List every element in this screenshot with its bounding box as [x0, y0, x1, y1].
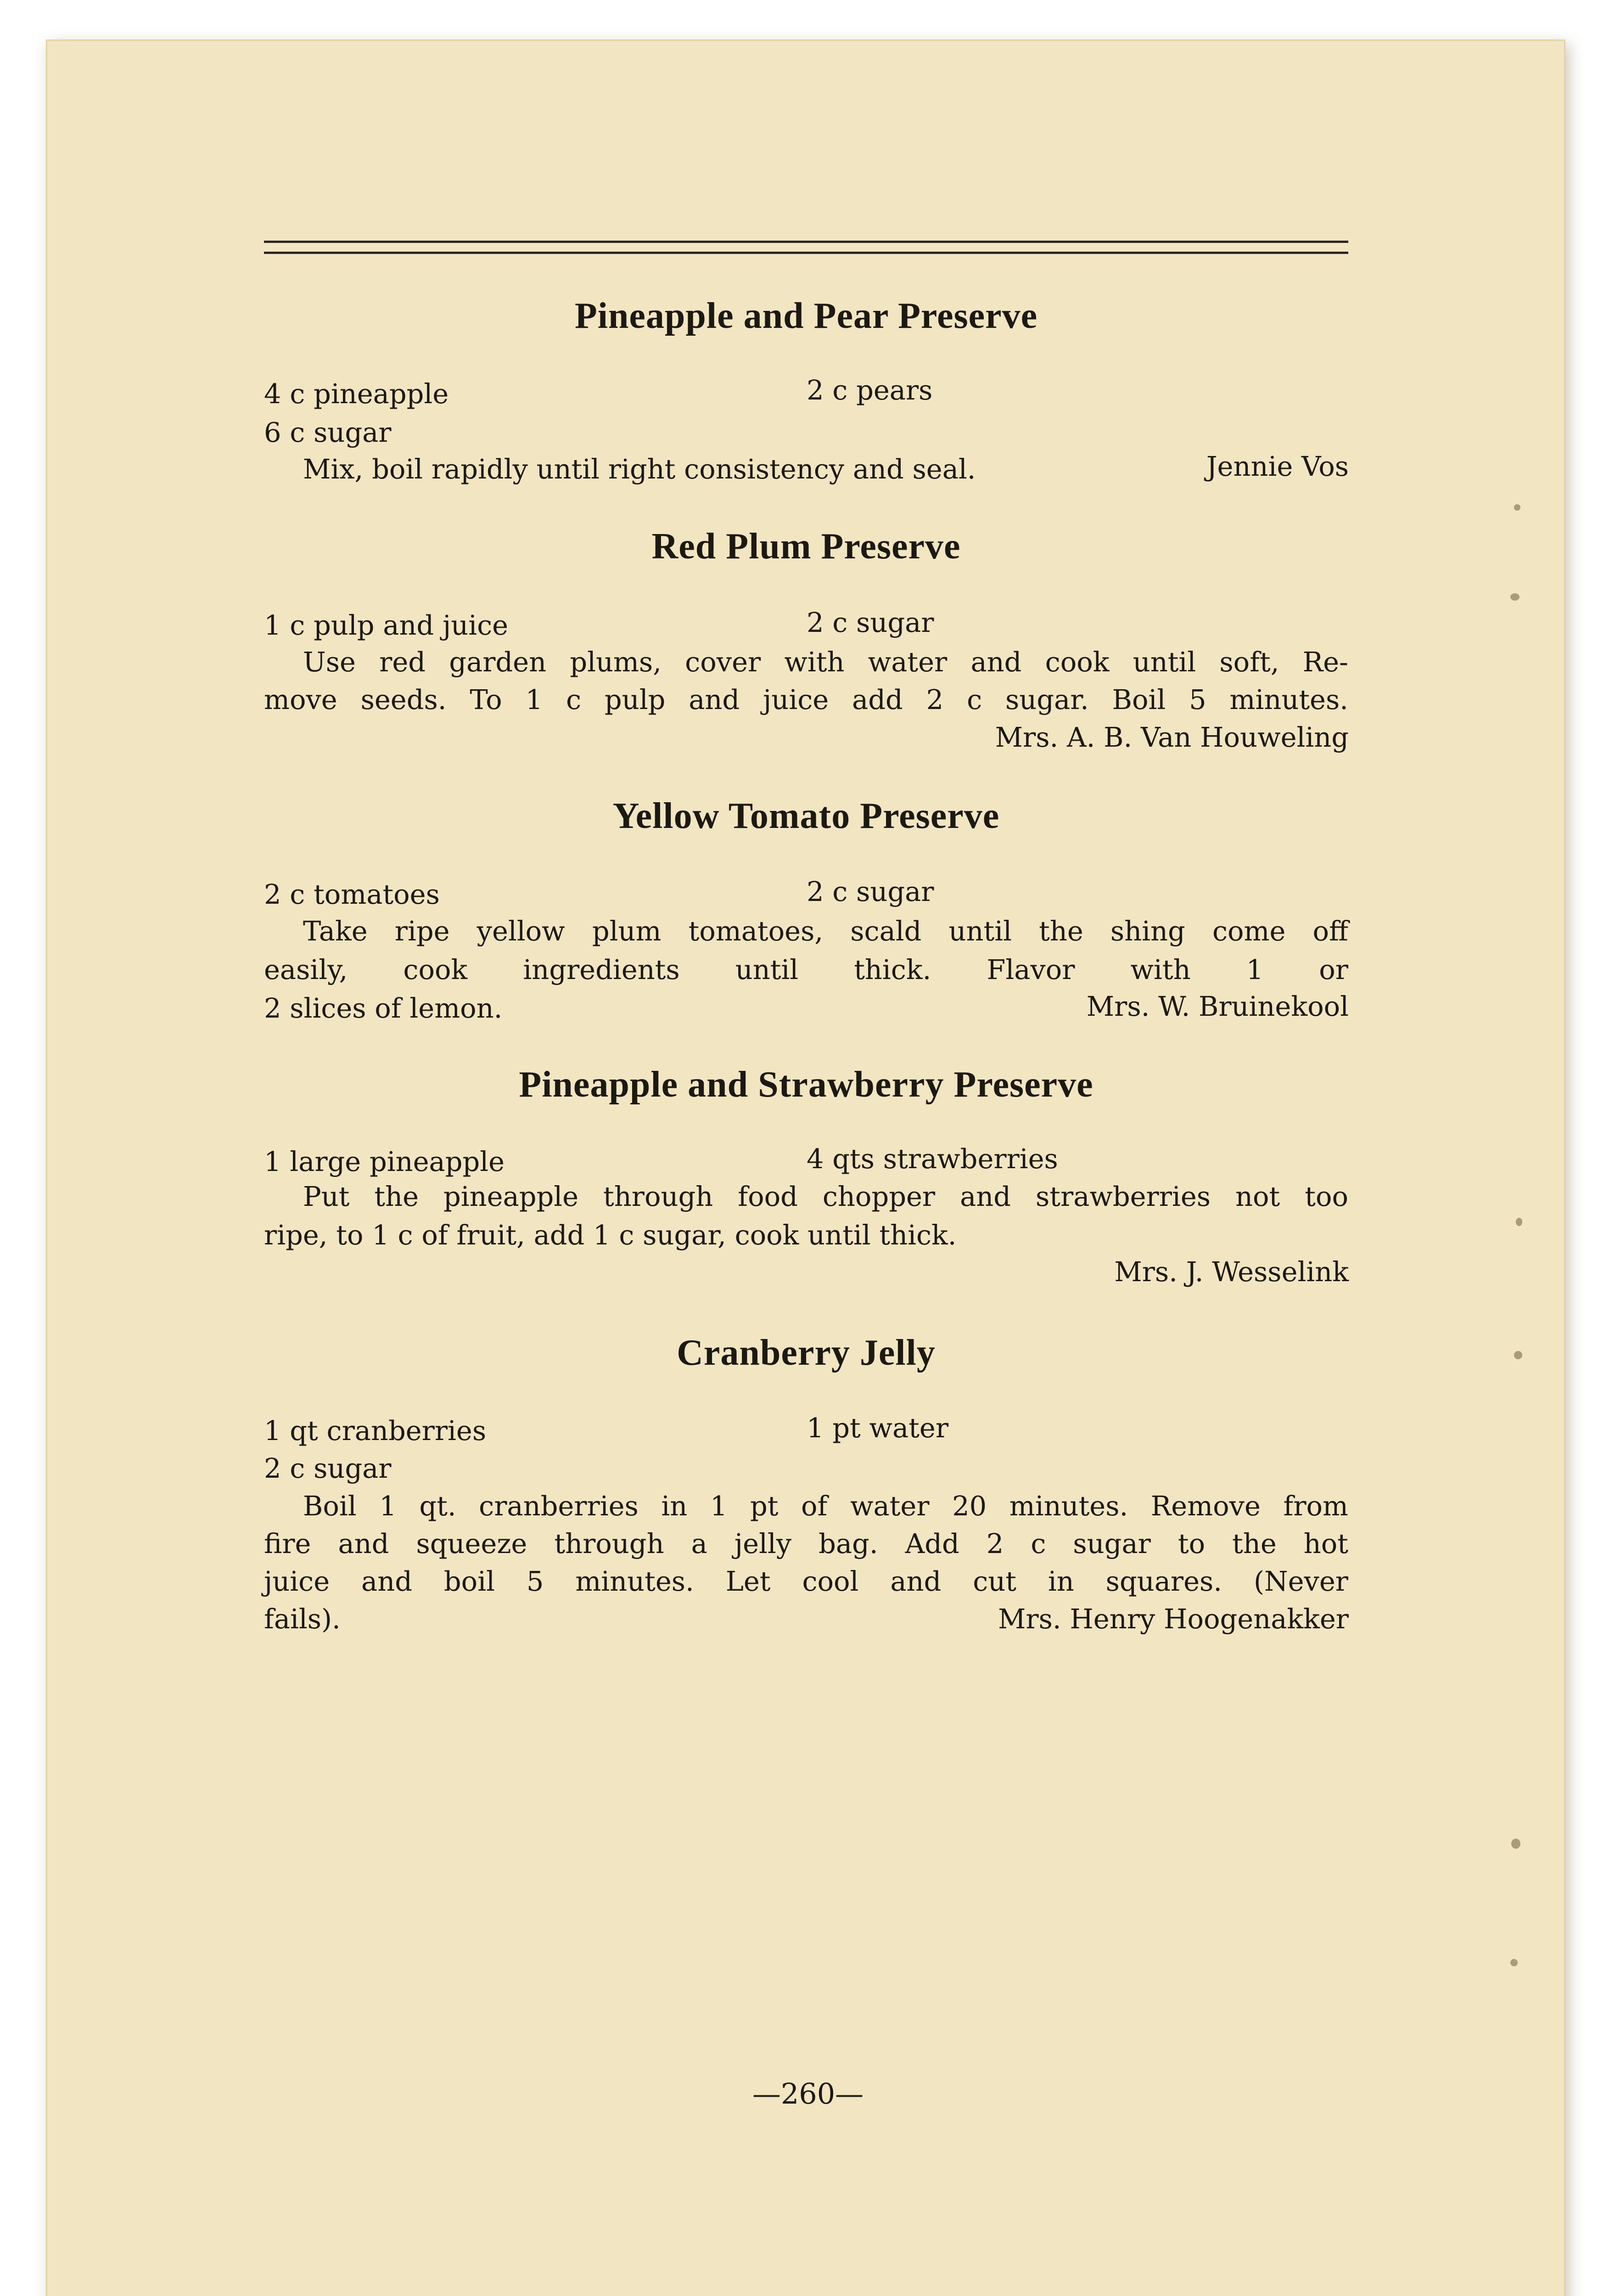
recipe-author: Jennie Vos [1206, 450, 1349, 482]
recipe-author: Mrs. J. Wesselink [1114, 1256, 1349, 1288]
recipe-author: Mrs. A. B. Van Houweling [995, 721, 1349, 753]
paper-speck [1514, 1351, 1522, 1359]
recipe-title: Red Plum Preserve [651, 526, 961, 567]
recipe-method: Use red garden plums, cover with water and cook until soft, Re- [303, 646, 1348, 678]
recipe-method: fire and squeeze through a jelly bag. Add 2 c sugar to the hot [264, 1528, 1348, 1559]
paper-speck [1510, 1959, 1518, 1966]
ingredient: 2 c tomatoes [264, 878, 440, 910]
recipe-title: Pineapple and Pear Preserve [574, 296, 1038, 336]
top-rule-double [264, 252, 1348, 254]
recipe-title: Pineapple and Strawberry Preserve [519, 1064, 1093, 1105]
ingredient: 4 qts strawberries [807, 1143, 1058, 1175]
recipe-author: Mrs. W. Bruinekool [1086, 990, 1349, 1022]
recipe-method: Put the pineapple through food chopper and strawberries not too [303, 1181, 1348, 1212]
ingredient: 2 c sugar [264, 1452, 392, 1484]
ingredient: 2 c sugar [807, 607, 934, 638]
recipe-method: easily, cook ingredients until thick. Flavor with 1 or [264, 954, 1348, 985]
ingredient: 2 c pears [807, 374, 933, 406]
recipe-method: ripe, to 1 c of fruit, add 1 c sugar, cook until thick. [264, 1219, 957, 1251]
ingredient: 4 c pineapple [264, 378, 449, 410]
ingredient: 1 qt cranberries [264, 1415, 487, 1446]
recipe-method: move seeds. To 1 c pulp and juice add 2 c sugar. Boil 5 minutes. [264, 684, 1348, 715]
top-rule [264, 241, 1348, 243]
ingredient: 1 pt water [807, 1412, 949, 1444]
page-number: —260— [752, 2077, 864, 2110]
recipe-method: fails). [264, 1603, 341, 1635]
recipe-method: Boil 1 qt. cranberries in 1 pt of water 20 minutes. Remove from [303, 1490, 1348, 1522]
ingredient: 1 large pineapple [264, 1146, 505, 1177]
recipe-title: Cranberry Jelly [677, 1333, 936, 1373]
recipe-method: juice and boil 5 minutes. Let cool and cut in squares. (Never [264, 1565, 1348, 1597]
recipe-method: Mix, boil rapidly until right consistency and seal. [303, 453, 976, 485]
ingredient: 2 c sugar [807, 876, 934, 907]
recipe-method: 2 slices of lemon. [264, 992, 503, 1024]
recipe-title: Yellow Tomato Preserve [612, 796, 1000, 836]
paper-speck [1511, 1839, 1520, 1849]
ingredient: 6 c sugar [264, 416, 392, 448]
recipe-method: Take ripe yellow plum tomatoes, scald until the shing come off [303, 915, 1348, 947]
recipe-author: Mrs. Henry Hoogenakker [998, 1603, 1349, 1635]
paper-speck [1514, 504, 1520, 511]
paper-speck [1516, 1218, 1522, 1226]
paper-speck [1510, 593, 1520, 601]
ingredient: 1 c pulp and juice [264, 609, 509, 641]
